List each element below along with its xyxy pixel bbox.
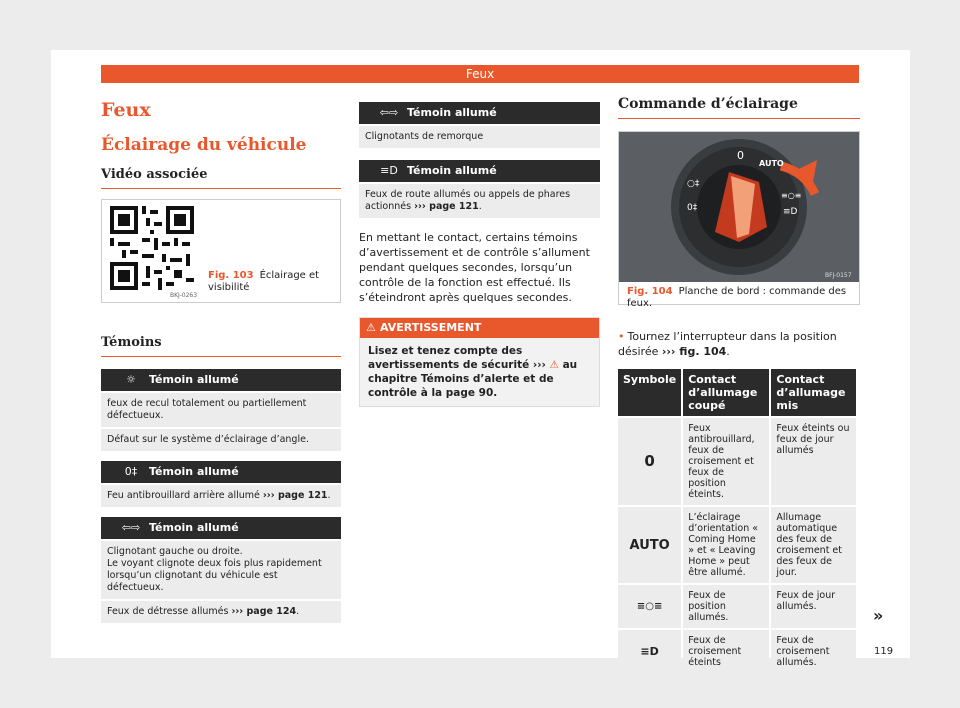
table-cell: L’éclairage d’orientation « Coming Home » et « Leaving Home » peut être allumé. (683, 505, 769, 583)
bullet-dot: • (618, 330, 625, 343)
table-header: Contact d’allumage coupé (683, 369, 769, 416)
warning-header (360, 318, 599, 338)
sun-icon: ☼ (126, 373, 136, 386)
table-cell: Feux de croisement allumés. (771, 628, 856, 673)
dial-lowbeam-icon: ≡D (783, 207, 798, 217)
column-1 (101, 96, 341, 623)
figure-number: Fig. 103 (208, 270, 254, 281)
symbol-auto: AUTO (618, 505, 681, 583)
indicator-title: Témoin allumé (407, 164, 497, 177)
table-header: Contact d’allumage mis (771, 369, 856, 416)
figure-103 (101, 199, 341, 303)
indicator-title: Témoin allumé (149, 373, 239, 386)
table-row (618, 416, 856, 505)
row-tail: . (327, 490, 331, 501)
figure-code: BKJ-0263 (170, 292, 198, 299)
instruction-bullet (618, 329, 860, 359)
indicator-row: Clignotant gauche ou droite. Le voyant clignote deux fois plus rapidement lorsqu’un clignotant du véhicule est défectueux. (101, 541, 341, 599)
dial-front-fog-icon: ○‡ (687, 179, 700, 189)
continue-marker: » (873, 606, 884, 625)
figure-code: BFJ-0157 (825, 272, 852, 279)
page-reference-link[interactable]: ››› page 124 (231, 606, 297, 617)
table-cell: Feux de position allumés. (683, 583, 769, 628)
dial-position-icon: ≡○≡ (781, 191, 802, 200)
dial-rear-fog-icon: 0‡ (687, 203, 698, 213)
dial-auto-label: AUTO (759, 159, 784, 168)
table-cell: Feux de croisement éteints (683, 628, 769, 673)
light-switch-image (619, 132, 859, 282)
warning-text: au chapitre Témoins d’alerte et de contrôle à la page 90. (368, 359, 578, 399)
page-number: 119 (874, 646, 894, 657)
section-header-bar (101, 65, 859, 83)
indicator-row: Défaut sur le système d’éclairage d’angle. (101, 429, 341, 451)
section-title: Éclairage du véhicule (101, 135, 307, 155)
indicator-header (359, 160, 600, 182)
qr-code-icon[interactable] (110, 206, 194, 290)
symbol-lowbeam-icon: ≡D (618, 628, 681, 673)
symbol-zero: 0 (618, 416, 681, 505)
table-cell: Feux de jour allumés. (771, 583, 856, 628)
warning-title: AVERTISSEMENT (380, 321, 482, 334)
row-tail: . (478, 201, 482, 212)
page-reference-link[interactable]: ››› page 121 (414, 201, 479, 212)
indicator-row: Clignotants de remorque (359, 126, 600, 148)
turn-signal-icon: ⇦⇨ (121, 521, 141, 534)
indicator-row (359, 184, 600, 218)
symbol-table (616, 369, 858, 673)
indicator-title: Témoin allumé (149, 521, 239, 534)
warning-small-icon: ⚠ (549, 359, 559, 371)
figure-104 (618, 131, 860, 309)
figure-number: Fig. 104 (627, 286, 673, 297)
table-header: Symbole (618, 369, 681, 416)
row-text: Feux de détresse allumés (107, 606, 229, 617)
indicator-header (359, 102, 600, 124)
commande-heading: Commande d’éclairage (618, 96, 860, 119)
column-3 (618, 96, 860, 673)
table-row (618, 505, 856, 583)
indicator-header (101, 517, 341, 539)
dial-zero-label: 0 (737, 149, 744, 162)
table-cell: Allumage automatique des feux de croisement et des feux de jour. (771, 505, 856, 583)
indicator-row (101, 485, 341, 507)
column-2 (359, 102, 600, 407)
figure-caption (208, 270, 336, 294)
row-text: Feux de route allumés ou appels de phares actionnés (365, 189, 571, 212)
high-beam-icon: ≡D (380, 164, 398, 177)
row-tail: . (296, 606, 300, 617)
trailer-indicator-icon: ⇦⇨ (379, 106, 399, 119)
figure-caption-text: Éclairage et visibilité (208, 270, 320, 293)
indicator-row: feux de recul totalement ou partiellement défectueux. (101, 393, 341, 427)
indicator-row (101, 601, 341, 623)
warning-body (360, 338, 599, 406)
figure-caption (627, 286, 853, 310)
figure-reference-link[interactable]: ››› fig. 104 (661, 345, 727, 358)
temoins-heading: Témoins (101, 335, 341, 357)
indicator-title: Témoin allumé (149, 465, 239, 478)
indicator-title: Témoin allumé (407, 106, 497, 119)
bullet-tail: . (726, 345, 730, 358)
rear-fog-icon: 0‡ (124, 465, 138, 478)
symbol-position-icon: ≡○≡ (618, 583, 681, 628)
indicator-header (101, 461, 341, 483)
table-row (618, 628, 856, 673)
indicator-header (101, 369, 341, 391)
warning-icon: ⚠ (366, 321, 376, 334)
table-header-row (618, 369, 856, 416)
figure-caption-text: Planche de bord : commande des feux. (627, 286, 847, 309)
table-cell: Feux éteints ou feux de jour allumés (771, 416, 856, 505)
warning-reference-link[interactable]: ››› (532, 359, 546, 371)
page-reference-link[interactable]: ››› page 121 (262, 490, 328, 501)
section-header-title: Feux (465, 67, 495, 81)
chapter-title: Feux (101, 99, 151, 121)
warning-box (359, 317, 600, 407)
body-paragraph: En mettant le contact, certains témoins d’avertissement et de contrôle s’allument pendant quelques secondes, lorsqu’un contrôle de la fonction est effectué. Ils s’éteindront après quelques secondes. (359, 231, 590, 304)
video-heading: Vidéo associée (101, 167, 341, 189)
table-cell: Feux antibrouillard, feux de croisement et feux de position éteints. (683, 416, 769, 505)
warning-text: Lisez et tenez compte des avertissements de sécurité (368, 345, 530, 371)
bullet-text: Tournez l’interrupteur dans la position désirée (618, 330, 837, 358)
row-text: Feu antibrouillard arrière allumé (107, 490, 260, 501)
table-row (618, 583, 856, 628)
